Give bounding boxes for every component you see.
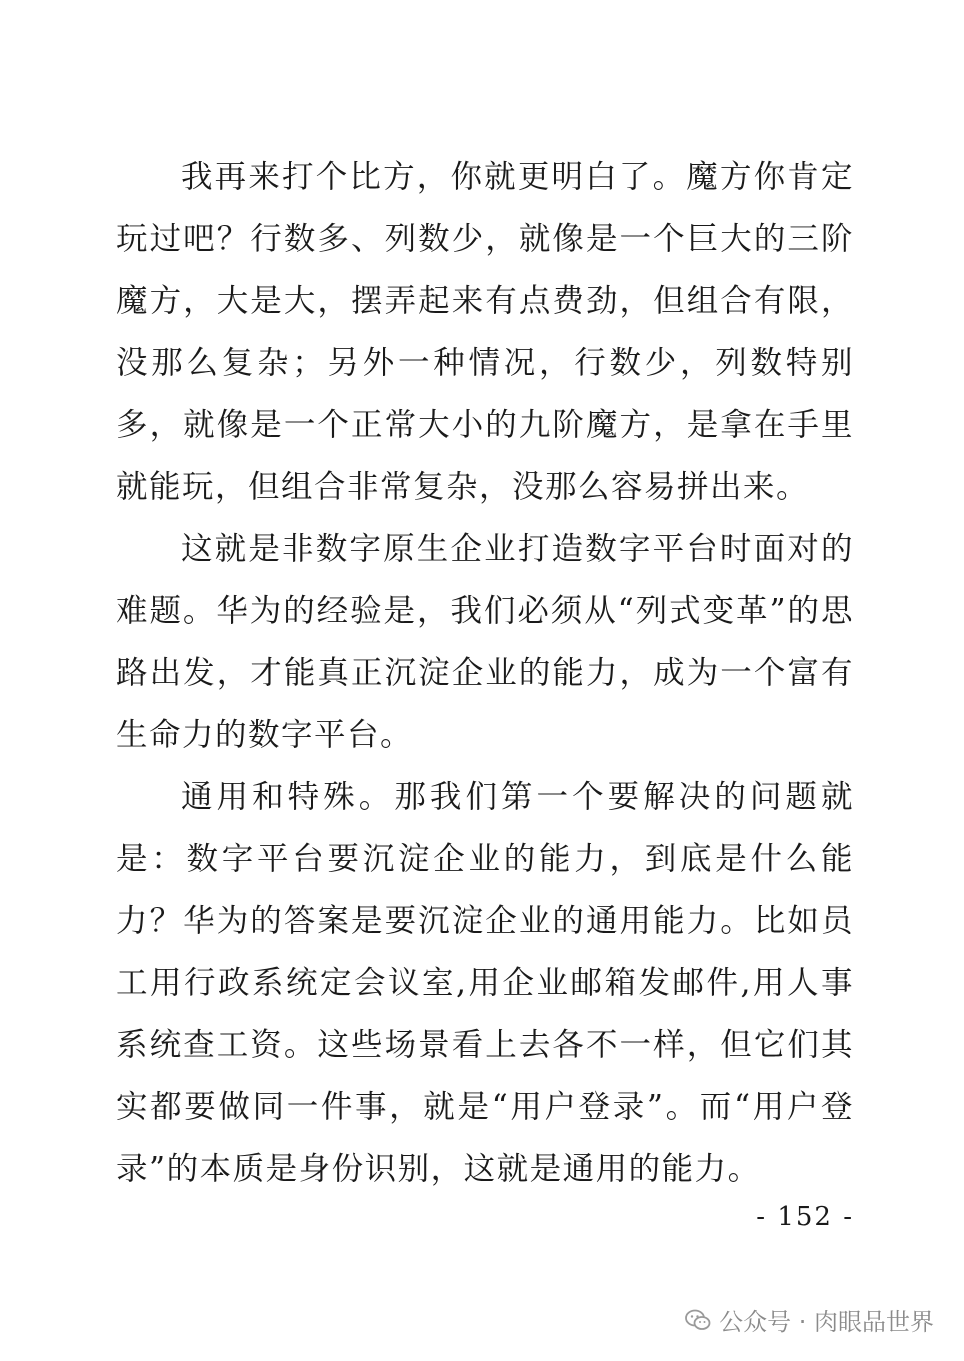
watermark [685,1302,934,1337]
page-number: - 152 - [756,1202,854,1232]
body-text [116,146,854,1200]
watermark-text: 公众号 · 肉眼品世界 [719,1308,934,1336]
paragraph: 这就是非数字原生企业打造数字平台时面对的难题。华为的经验是，我们必须从“列式变革”的思路出发，才能真正沉淀企业的能力，成为一个富有生命力的数字平台。 [116,531,854,753]
wechat-icon [685,1308,711,1332]
paragraph: 我再来打个比方，你就更明白了。魔方你肯定玩过吧？行数多、列数少，就像是一个巨大的三阶魔方，大是大，摆弄起来有点费劲，但组合有限，没那么复杂；另外一种情况，行数少，列数特别多，就像是一个正常大小的九阶魔方，是拿在手里就能玩，但组合非常复杂，没那么容易拼出来。 [116,159,854,505]
paragraph: 通用和特殊。那我们第一个要解决的问题就是：数字平台要沉淀企业的能力，到底是什么能力？华为的答案是要沉淀企业的通用能力。比如员工用行政系统定会议室,用企业邮箱发邮件,用人事系统查工资。这些场景看上去各不一样，但它们其实都要做同一件事，就是“用户登录”。而“用户登录”的本质是身份识别，这就是通用的能力。 [116,779,854,1187]
